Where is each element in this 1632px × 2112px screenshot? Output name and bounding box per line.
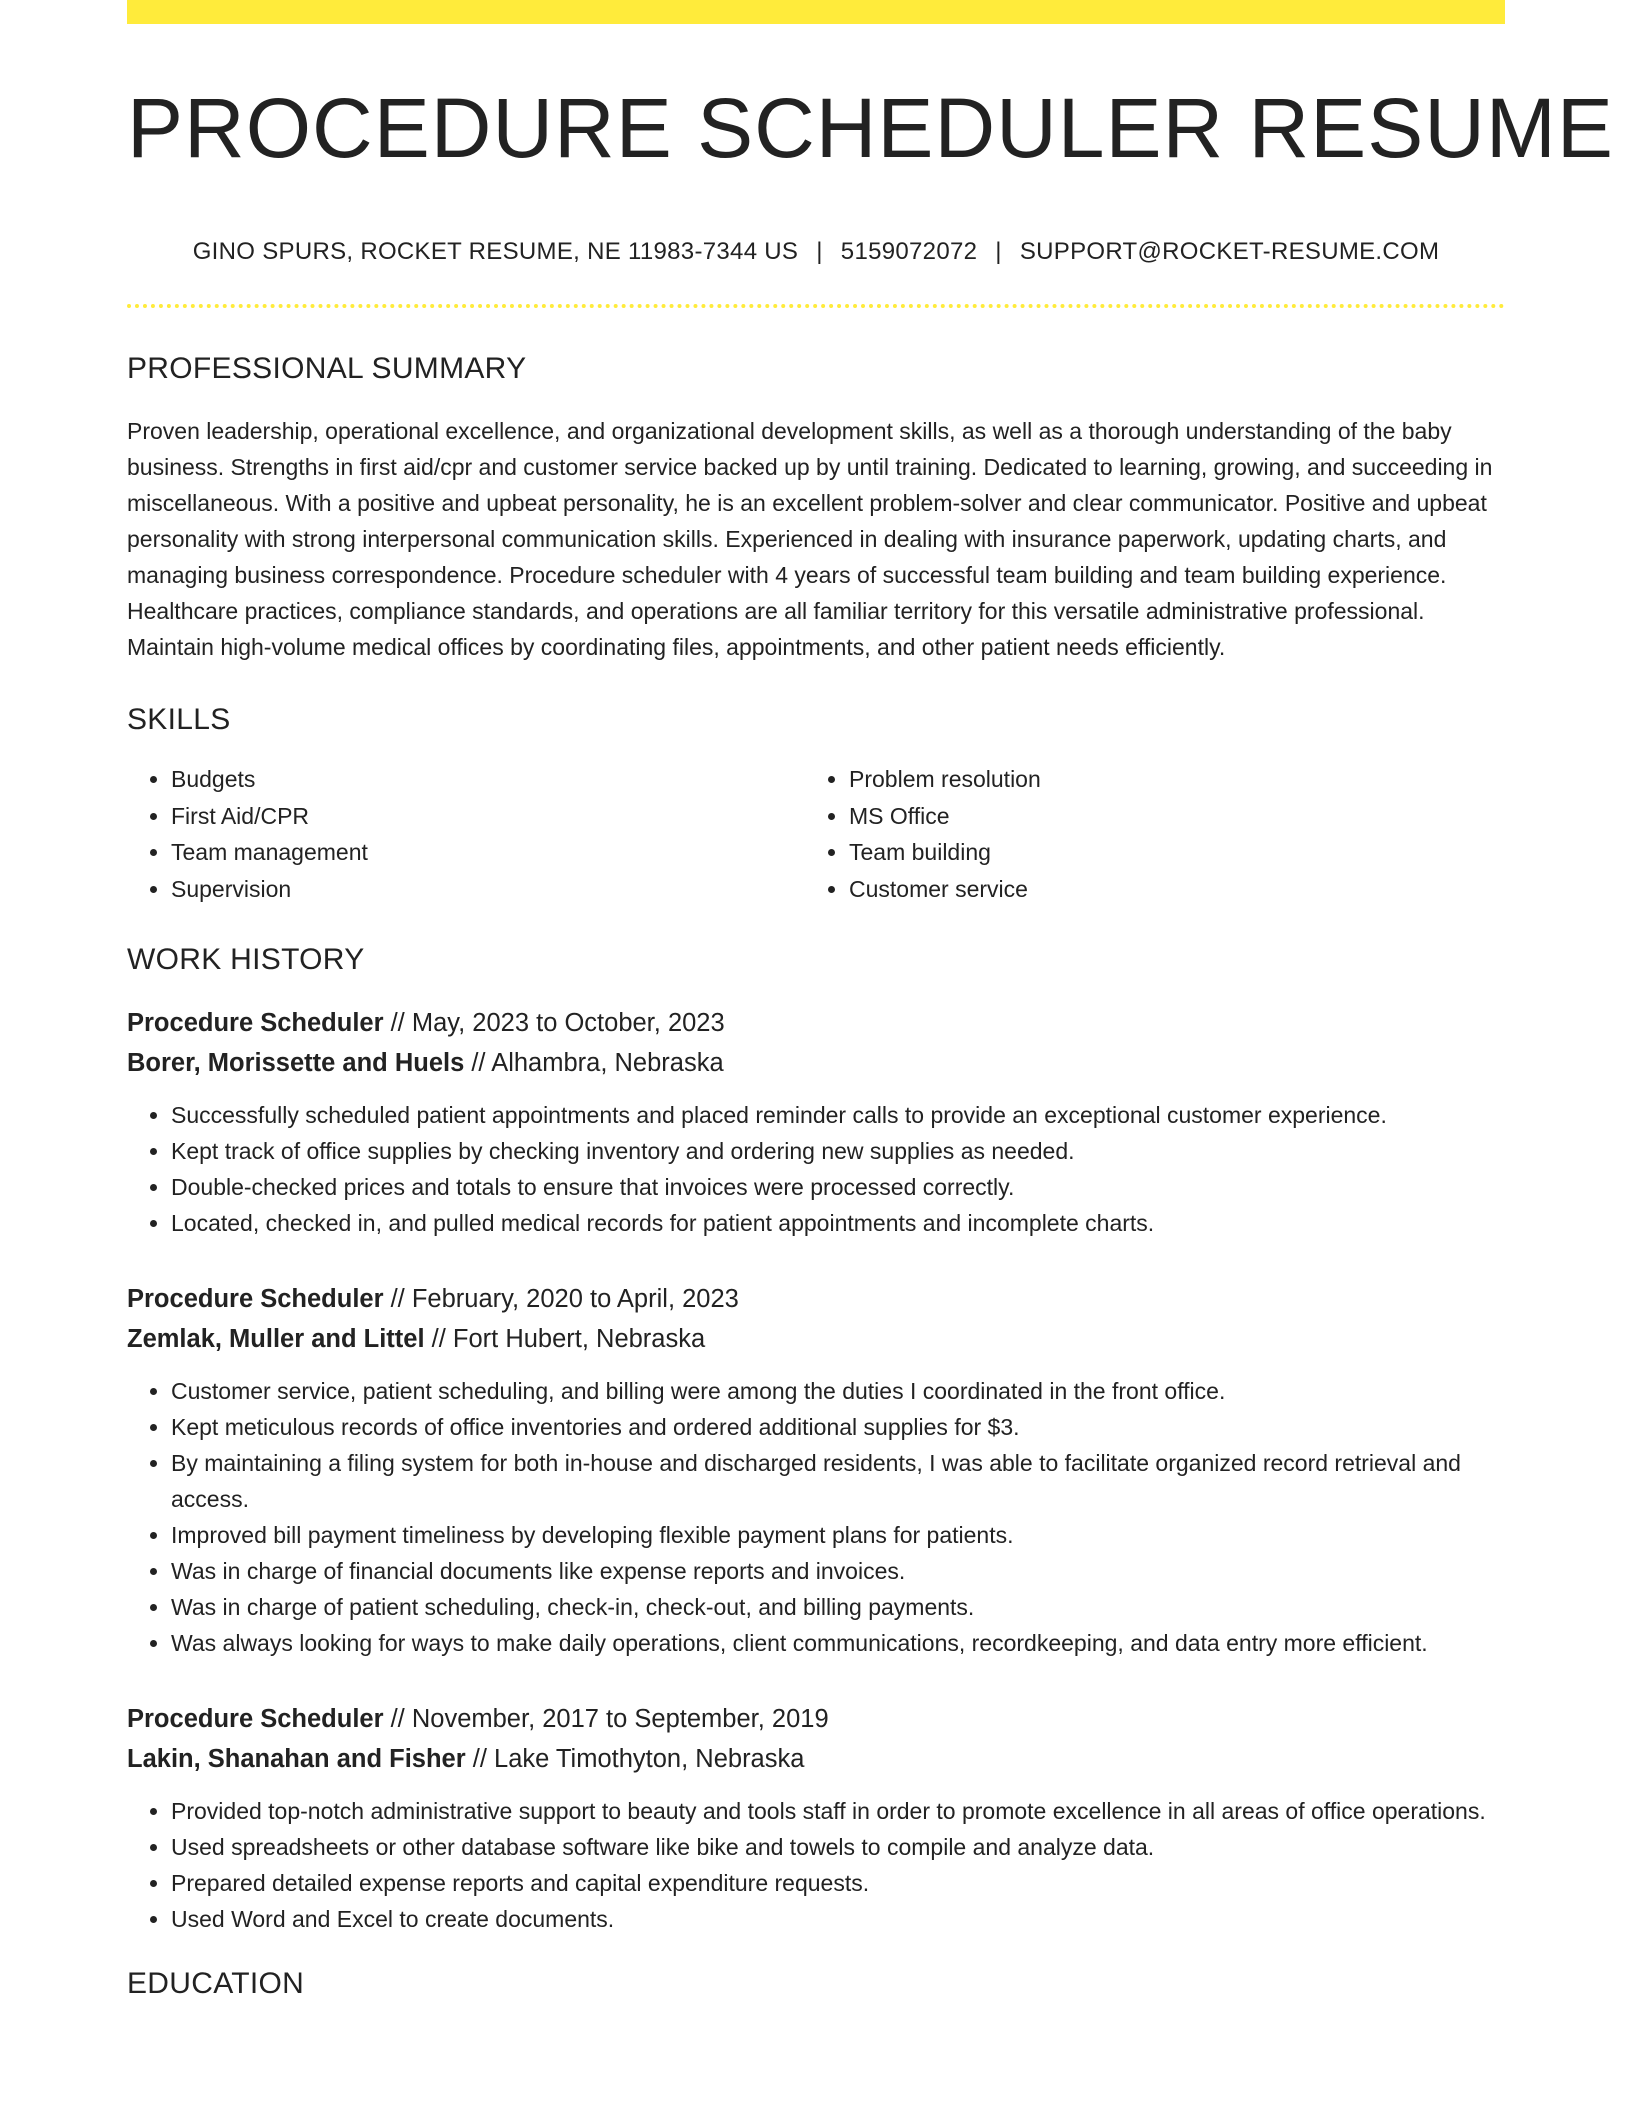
work-history-heading: WORK HISTORY (127, 943, 365, 977)
job-bullet: • Was in charge of patient scheduling, check-in, check-out, and billing payments. (171, 1589, 1505, 1625)
job-entry (127, 1003, 1505, 1241)
contact-separator: | (995, 238, 1002, 266)
job-bullet: • Kept meticulous records of office inventories and ordered additional supplies for $3. (171, 1409, 1505, 1445)
job-bullet: • Customer service, patient scheduling, and billing were among the duties I coordinated in the front office. (171, 1373, 1505, 1409)
job-bullet: • Successfully scheduled patient appointments and placed reminder calls to provide an exceptional customer experience. (171, 1097, 1505, 1133)
summary-heading: PROFESSIONAL SUMMARY (127, 352, 527, 386)
job-bullet: • Used Word and Excel to create documents. (171, 1901, 1505, 1937)
job-bullet: • Improved bill payment timeliness by developing flexible payment plans for patients. (171, 1517, 1505, 1553)
job-company: Borer, Morissette and Huels (127, 1049, 465, 1078)
job-dates: // November, 2017 to September, 2019 (383, 1705, 829, 1734)
job-bullets (127, 1793, 1505, 1937)
skills-column-right (805, 761, 1505, 907)
skill-item: • Team management (171, 834, 805, 871)
skills-list (127, 761, 1505, 907)
job-bullets (127, 1097, 1505, 1241)
job-entry (127, 1279, 1505, 1661)
accent-top-bar (127, 0, 1505, 24)
job-title-line (127, 1279, 1505, 1319)
education-heading: EDUCATION (127, 1967, 305, 2001)
job-title: Procedure Scheduler (127, 1285, 384, 1314)
skills-heading: SKILLS (127, 703, 231, 737)
job-bullet: • Was in charge of financial documents like expense reports and invoices. (171, 1553, 1505, 1589)
job-title: Procedure Scheduler (127, 1009, 384, 1038)
job-company-line (127, 1739, 1505, 1779)
job-bullet: • Kept track of office supplies by checking inventory and ordering new supplies as needed. (171, 1133, 1505, 1169)
contact-line (127, 238, 1505, 266)
job-bullet: • Double-checked prices and totals to ensure that invoices were processed correctly. (171, 1169, 1505, 1205)
resume-title: PROCEDURE SCHEDULER RESUME (127, 81, 1614, 175)
contact-phone: 5159072072 (840, 238, 978, 266)
job-bullet: • Prepared detailed expense reports and capital expenditure requests. (171, 1865, 1505, 1901)
job-company: Lakin, Shanahan and Fisher (127, 1745, 466, 1774)
skill-item: • First Aid/CPR (171, 798, 805, 835)
contact-address: GINO SPURS, ROCKET RESUME, NE 11983-7344 US (192, 238, 799, 266)
job-title: Procedure Scheduler (127, 1705, 384, 1734)
skill-item: • Problem resolution (849, 761, 1505, 798)
job-location: // Fort Hubert, Nebraska (424, 1325, 706, 1354)
job-bullet: • By maintaining a filing system for both in-house and discharged residents, I was able to facilitate organized record retrieval and access. (171, 1445, 1505, 1517)
job-dates: // February, 2020 to April, 2023 (383, 1285, 739, 1314)
skill-item: • Customer service (849, 871, 1505, 908)
job-dates: // May, 2023 to October, 2023 (383, 1009, 725, 1038)
job-bullet: • Used spreadsheets or other database software like bike and towels to compile and analyze data. (171, 1829, 1505, 1865)
job-location: // Lake Timothyton, Nebraska (465, 1745, 805, 1774)
skills-column-left (127, 761, 805, 907)
job-bullet: • Located, checked in, and pulled medical records for patient appointments and incomplete charts. (171, 1205, 1505, 1241)
skill-item: • MS Office (849, 798, 1505, 835)
dotted-divider (127, 304, 1505, 308)
skill-item: • Budgets (171, 761, 805, 798)
job-location: // Alhambra, Nebraska (464, 1049, 724, 1078)
job-bullet: • Provided top-notch administrative support to beauty and tools staff in order to promote excellence in all areas of office operations. (171, 1793, 1505, 1829)
contact-separator: | (816, 238, 823, 266)
skill-item: • Supervision (171, 871, 805, 908)
contact-email: SUPPORT@ROCKET-RESUME.COM (1019, 238, 1440, 266)
job-title-line (127, 1003, 1505, 1043)
job-company-line (127, 1319, 1505, 1359)
resume-page (127, 0, 1614, 2001)
job-bullets (127, 1373, 1505, 1661)
summary-text: Proven leadership, operational excellence, and organizational development skills, as well as a thorough understanding of the baby business. Strengths in first aid/cpr and customer service backed up by until training. Dedicated to learning, growing, and succeeding in miscellaneous. With a positive and upbeat personality, he is an excellent problem-solver and clear communicator. Positive and upbeat personality with strong interpersonal communication skills. Experienced in dealing with insurance paperwork, updating charts, and managing business correspondence. Procedure scheduler with 4 years of successful team building and team building experience. Healthcare practices, compliance standards, and operations are all familiar territory for this versatile administrative professional. Maintain high-volume medical offices by coordinating files, appointments, and other patient needs efficiently. (127, 418, 1493, 661)
job-company-line (127, 1043, 1505, 1083)
job-company: Zemlak, Muller and Littel (127, 1325, 425, 1354)
skill-item: • Team building (849, 834, 1505, 871)
job-title-line (127, 1699, 1505, 1739)
job-bullet: • Was always looking for ways to make daily operations, client communications, recordkeeping, and data entry more efficient. (171, 1625, 1505, 1661)
job-entry (127, 1699, 1505, 1937)
